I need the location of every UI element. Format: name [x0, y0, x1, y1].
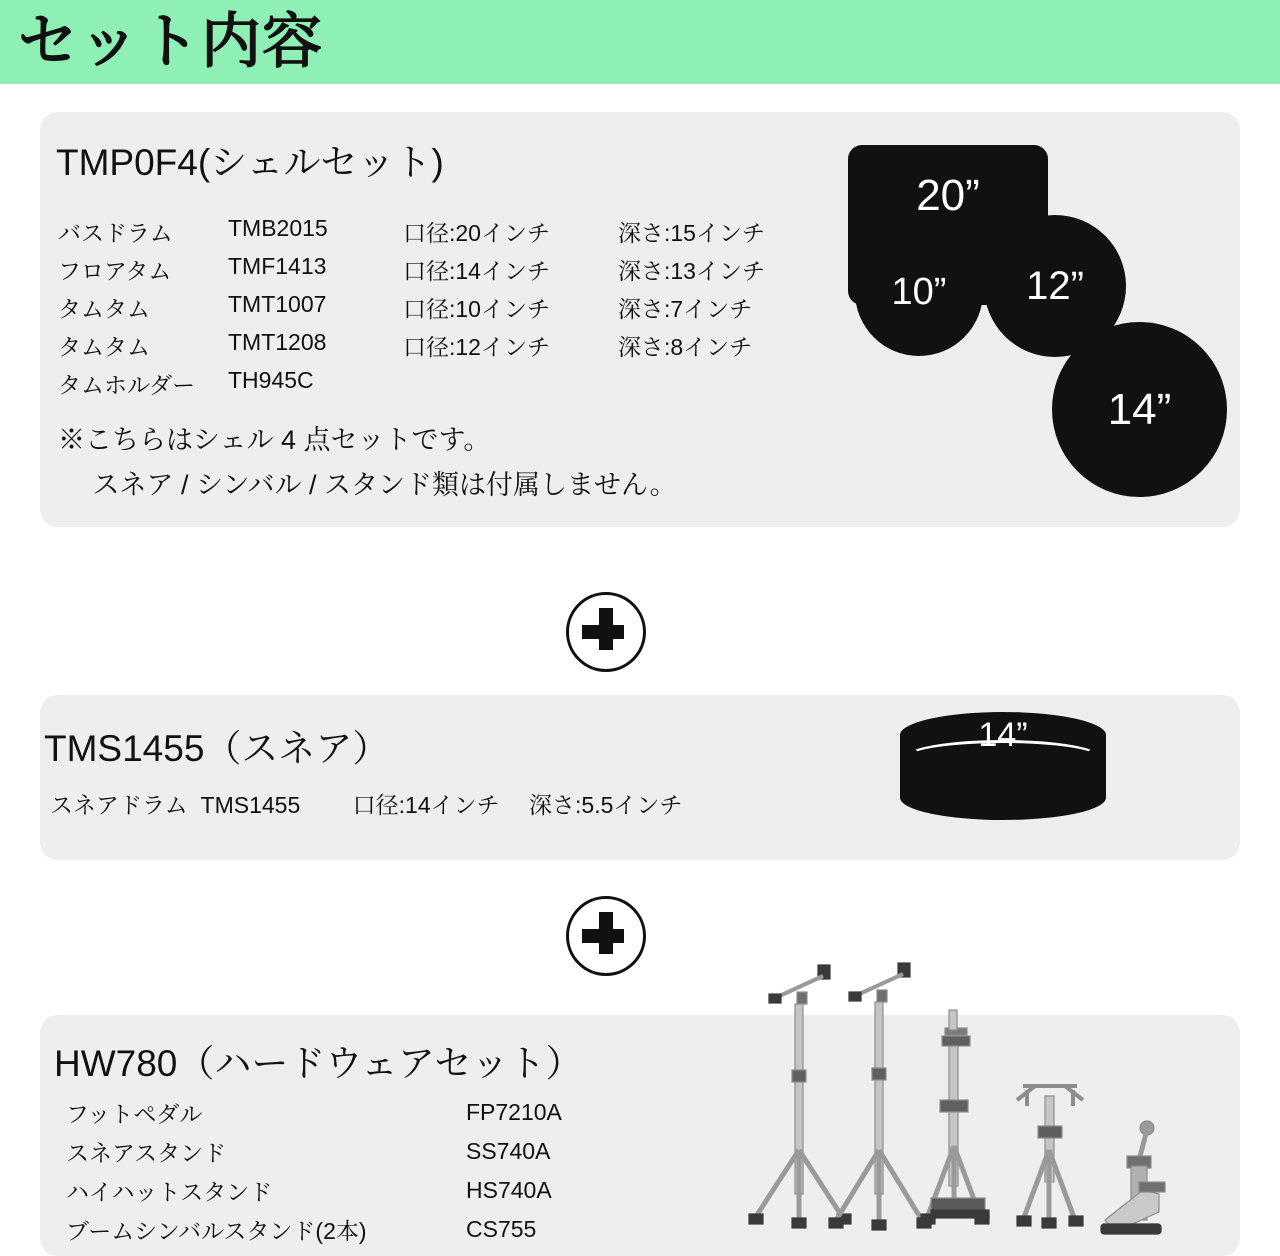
spec-name: フロアタム — [58, 258, 172, 284]
spec-depth: 深さ:15インチ — [618, 220, 765, 246]
tom10-shape — [855, 228, 983, 356]
shell-set-title: TMP0F4(シェルセット) — [56, 142, 444, 183]
snare-set-title: TMS1455（スネア） — [44, 728, 390, 769]
shell-set-spec-table — [58, 215, 838, 405]
hardware-name: スネアスタンド — [66, 1140, 227, 1166]
table-row — [58, 253, 838, 291]
spec-model: TMT1007 — [228, 291, 327, 317]
hardware-list-table — [66, 1096, 562, 1252]
table-row — [66, 1213, 562, 1252]
snare-size-label: 14” — [978, 716, 1028, 754]
spec-name: タムタム — [58, 334, 150, 360]
hardware-illustration — [735, 950, 1215, 1250]
spec-depth: 深さ:8インチ — [618, 334, 753, 360]
spec-depth: 深さ:7インチ — [618, 296, 753, 322]
tom10-size-label: 10” — [891, 270, 947, 313]
spec-name: タムタム — [58, 296, 150, 322]
snare-spec: スネアドラム TMS1455 口径:14インチ 深さ:5.5インチ — [50, 792, 683, 818]
hardware-name: フットペダル — [66, 1101, 203, 1127]
table-row — [66, 1135, 562, 1174]
floor-tom-shape — [1052, 322, 1227, 497]
spec-model: TMB2015 — [228, 215, 328, 241]
spec-diameter: 口径:12インチ — [403, 334, 550, 360]
hardware-set-title: HW780（ハードウェアセット） — [54, 1043, 583, 1084]
spec-name: タムホルダー — [58, 372, 196, 398]
table-row — [58, 215, 838, 253]
shell-set-note-line2: スネア / シンバル / スタンド類は付属しません。 — [58, 470, 677, 500]
hardware-model: CS755 — [466, 1216, 537, 1242]
foot-pedal-icon — [1101, 1121, 1165, 1234]
shell-set-note-line1: ※こちらはシェル 4 点セットです。 — [58, 425, 491, 455]
page-title: セット内容 — [18, 8, 323, 75]
table-row — [66, 1096, 562, 1135]
table-row — [66, 1174, 562, 1213]
spec-diameter — [403, 367, 618, 405]
spec-diameter: 口径:10インチ — [403, 296, 550, 322]
spec-depth — [618, 367, 838, 405]
spec-model: TMT1208 — [228, 329, 327, 355]
floor-tom-size-label: 14” — [1107, 384, 1172, 434]
spec-model: TMF1413 — [228, 253, 327, 279]
boom-cymbal-stand-icon — [749, 965, 851, 1228]
hardware-model: SS740A — [466, 1138, 551, 1164]
hardware-name: ブームシンバルスタンド(2本) — [66, 1218, 367, 1244]
spec-depth: 深さ:13インチ — [618, 258, 765, 284]
snare-drum-shape — [900, 712, 1106, 842]
plus-icon — [566, 592, 646, 672]
hardware-model: HS740A — [466, 1177, 552, 1203]
spec-diameter: 口径:20インチ — [403, 220, 550, 246]
plus-icon — [566, 896, 646, 976]
tom12-size-label: 12” — [1026, 263, 1084, 308]
spec-name: バスドラム — [58, 220, 173, 246]
snare-stand-icon — [1017, 1086, 1083, 1228]
bass-drum-size-label: 20” — [916, 171, 980, 220]
hardware-name: ハイハットスタンド — [66, 1179, 273, 1205]
table-row — [58, 367, 838, 405]
table-row — [58, 329, 838, 367]
spec-model: TH945C — [228, 367, 314, 393]
hardware-model: FP7210A — [466, 1099, 562, 1125]
boom-cymbal-stand-icon — [829, 963, 931, 1230]
table-row — [58, 291, 838, 329]
hi-hat-stand-icon — [921, 1010, 989, 1224]
spec-diameter: 口径:14インチ — [403, 258, 550, 284]
